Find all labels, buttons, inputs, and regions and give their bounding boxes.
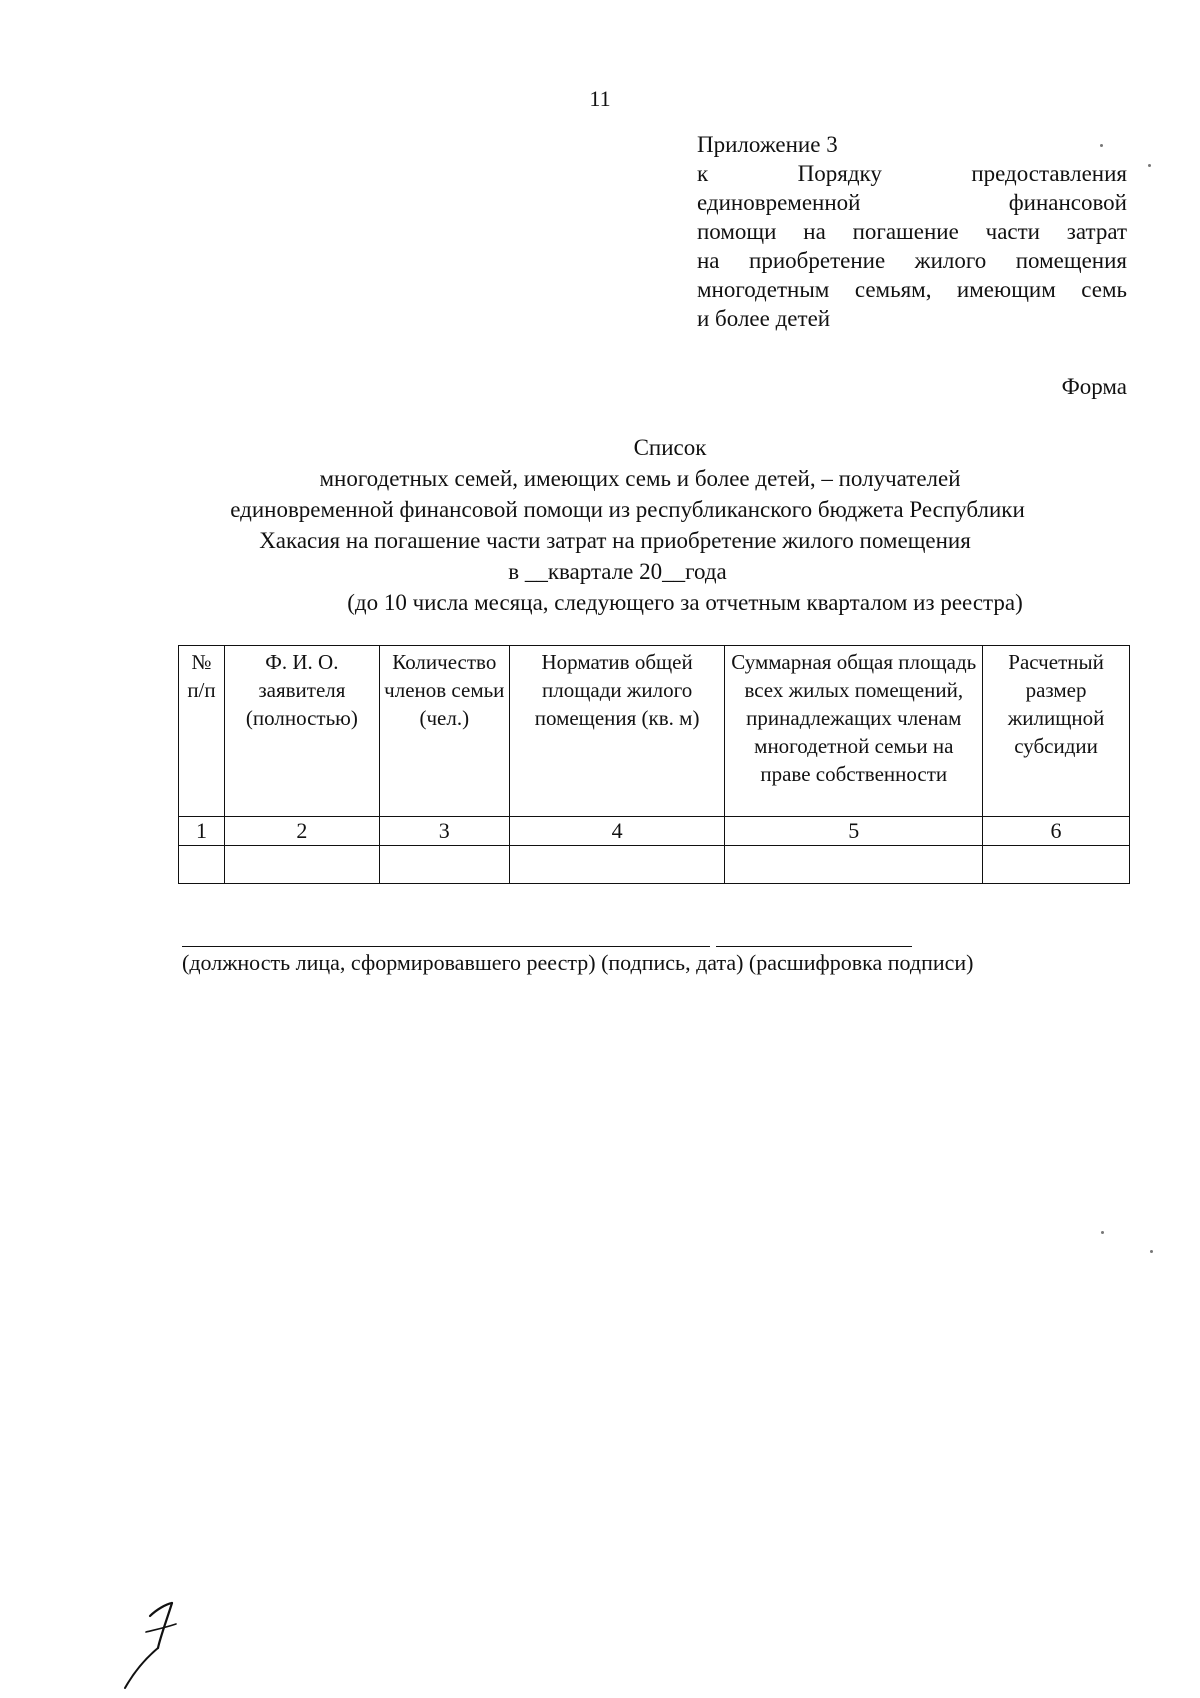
header-cell-total-area: Суммарная общая площадь всех жилых помещений, принадлежащих членам многодетной семьи на праве собственности bbox=[725, 646, 983, 817]
list-subtitle-line: многодетных семей, имеющих семь и более детей, – получателей bbox=[319, 466, 961, 491]
list-subtitle-line: Хакасия на погашение части затрат на приобретение жилого помещения bbox=[259, 528, 971, 553]
column-number-cell: 1 bbox=[179, 817, 225, 846]
page-number: 11 bbox=[589, 86, 611, 111]
header-cell-area-norm: Норматив общей площади жилого помещения (кв. м) bbox=[509, 646, 725, 817]
empty-cell bbox=[224, 846, 379, 884]
form-label: Форма bbox=[1061, 374, 1127, 399]
register-table bbox=[178, 645, 1130, 884]
list-subtitle-line: (до 10 числа месяца, следующего за отчетным кварталом из реестра) bbox=[347, 590, 1023, 615]
table-header-row bbox=[179, 646, 1130, 817]
list-subtitle-line: в __квартале 20__года bbox=[508, 559, 727, 584]
header-cell-subsidy: Расчетный размер жилищной субсидии bbox=[983, 646, 1130, 817]
empty-cell bbox=[509, 846, 725, 884]
appendix-line: многодетным семьям, имеющим семь bbox=[697, 277, 1127, 302]
empty-cell bbox=[379, 846, 509, 884]
appendix-line: на приобретение жилого помещения bbox=[697, 248, 1127, 273]
signature-caption: (должность лица, сформировавшего реестр) (подпись, дата) (расшифровка подписи) bbox=[182, 950, 974, 975]
appendix-line: помощи на погашение части затрат bbox=[697, 219, 1127, 244]
list-title: Список bbox=[633, 435, 707, 460]
list-subtitle-line: единовременной финансовой помощи из республиканского бюджета Республики bbox=[230, 497, 1025, 522]
list-heading bbox=[0, 432, 1200, 618]
empty-cell bbox=[179, 846, 225, 884]
scan-speck bbox=[1100, 144, 1103, 147]
column-number-cell: 6 bbox=[983, 817, 1130, 846]
header-cell-fullname: Ф. И. О. заявителя (полностью) bbox=[224, 646, 379, 817]
column-number-cell: 2 bbox=[224, 817, 379, 846]
signature-line bbox=[716, 946, 912, 947]
appendix-block bbox=[697, 130, 1127, 333]
empty-cell bbox=[983, 846, 1130, 884]
scan-speck bbox=[1101, 1231, 1104, 1234]
column-number-cell: 3 bbox=[379, 817, 509, 846]
scan-speck bbox=[1150, 1250, 1153, 1253]
table-number-row bbox=[179, 817, 1130, 846]
appendix-title: Приложение 3 bbox=[697, 132, 838, 157]
appendix-line: к Порядку предоставления bbox=[697, 161, 1127, 186]
column-number-cell: 4 bbox=[509, 817, 725, 846]
scan-speck bbox=[1148, 164, 1151, 167]
appendix-line: единовременной финансовой bbox=[697, 190, 1127, 215]
appendix-line: и более детей bbox=[697, 306, 831, 331]
header-cell-family-members: Количество членов семьи (чел.) bbox=[379, 646, 509, 817]
column-number-cell: 5 bbox=[725, 817, 983, 846]
empty-cell bbox=[725, 846, 983, 884]
handwritten-mark bbox=[120, 1600, 190, 1690]
signature-position-line bbox=[182, 946, 710, 947]
table-empty-row bbox=[179, 846, 1130, 884]
header-cell-number: № п/п bbox=[179, 646, 225, 817]
